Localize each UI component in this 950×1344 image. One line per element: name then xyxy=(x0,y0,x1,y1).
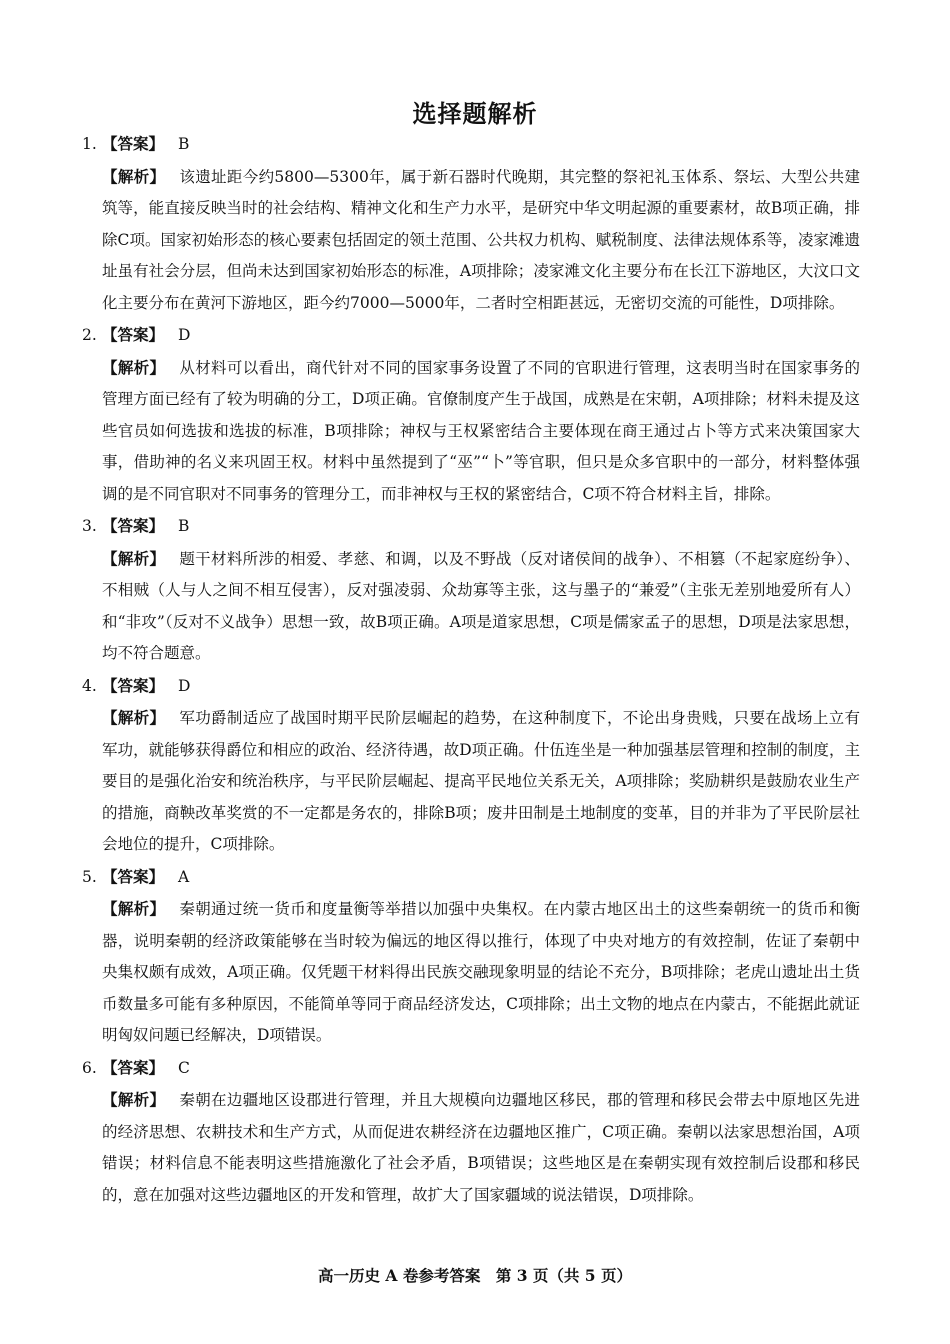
answer-line xyxy=(82,510,860,543)
analysis-text: 秦朝在边疆地区设郡进行管理，并且大规模向边疆地区移民，郡的管理和移民会带去中原地区先进的经济思想、农耕技术和生产方式，从而促进农耕经济在边疆地区推广，C项正确。秦朝以法家思想治国，A项错误；材料信息不能表明这些措施激化了社会矛盾，B项错误；这些地区是在秦朝实现有效控制后设郡和移民的，意在加强对这些边疆地区的开发和管理，故扩大了国家疆域的说法错误，D项排除。 xyxy=(102,1091,860,1204)
analysis-label: 【解析】 xyxy=(102,357,166,377)
answer-label: 【答案】 xyxy=(102,866,165,886)
question-4 xyxy=(82,670,860,861)
answer-list xyxy=(82,128,860,1211)
analysis-text: 从材料可以看出，商代针对不同的国家事务设置了不同的官职进行管理，这表明当时在国家事务的管理方面已经有了较为明确的分工，D项正确。官僚制度产生于战国，成熟是在宋朝，A项排除；材料未提及这些官员如何选拔和选拔的标准，B项排除；神权与王权紧密结合主要体现在商王通过占卜等方式来决策国家大事，借助神的名义来巩固王权。材料中虽然提到了“巫”“卜”等官职，但只是众多官职中的一部分，材料整体强调的是不同官职对不同事务的管理分工，而非神权与王权的紧密结合，C项不符合材料主旨，排除。 xyxy=(102,358,860,503)
answer-label: 【答案】 xyxy=(102,516,165,535)
analysis-text: 题干材料所涉的相爱、孝慈、和调，以及不野战（反对诸侯间的战争）、不相篡（不起家庭纷争）、不相贼（人与人之间不相互侵害），反对强凌弱、众劫寡等主张，这与墨子的“兼爱”（主张无差别地爱所有人）和“非攻”（反对不义战争）思想一致，故B项正确。A项是道家思想，C项是儒家孟子的思想，D项是法家思想，均不符合题意。 xyxy=(102,549,860,662)
question-5 xyxy=(82,861,860,1052)
analysis-label: 【解析】 xyxy=(102,1090,166,1109)
analysis-paragraph xyxy=(102,702,860,861)
page-footer: 高一历史 A 卷参考答案 第 3 页（共 5 页） xyxy=(318,1266,632,1285)
answer-value: A xyxy=(178,867,190,886)
analysis-paragraph xyxy=(102,161,860,320)
answer-value: D xyxy=(178,676,191,695)
answer-line xyxy=(82,861,860,894)
answer-value: B xyxy=(178,517,190,535)
analysis-label: 【解析】 xyxy=(102,899,166,918)
question-number: 6. xyxy=(82,1058,97,1077)
analysis-paragraph xyxy=(102,352,860,511)
answer-value: B xyxy=(178,135,190,153)
answer-label: 【答案】 xyxy=(102,1057,165,1077)
answer-value: C xyxy=(178,1058,190,1077)
analysis-paragraph xyxy=(102,543,860,670)
answer-line xyxy=(82,670,860,703)
question-2 xyxy=(82,319,860,510)
analysis-text: 军功爵制适应了战国时期平民阶层崛起的趋势，在这种制度下，不论出身贵贱，只要在战场上立有军功，就能够获得爵位和相应的政治、经济待遇，故D项正确。什伍连坐是一种加强基层管理和控制的制度，主要目的是强化治安和统治秩序，与平民阶层崛起、提高平民地位关系无关，A项排除；奖励耕织是鼓励农业生产的措施，商鞅改革奖赏的不一定都是务农的，排除B项；废井田制是土地制度的变革，目的并非为了平民阶层社会地位的提升，C项排除。 xyxy=(102,709,860,853)
question-number: 2. xyxy=(82,326,97,344)
answer-line xyxy=(82,319,860,352)
question-6 xyxy=(82,1052,860,1212)
answer-label: 【答案】 xyxy=(102,134,165,153)
analysis-label: 【解析】 xyxy=(102,548,166,568)
question-number: 1. xyxy=(82,135,97,153)
question-number: 3. xyxy=(82,517,97,535)
page-title: 选择题解析 xyxy=(412,99,538,128)
question-1 xyxy=(82,128,860,319)
analysis-text: 该遗址距今约5800—5300年，属于新石器时代晚期，其完整的祭祀礼玉体系、祭坛、大型公共建筑等，能直接反映当时的社会结构、精神文化和生产力水平，是研究中华文明起源的重要素材，故B项正确，排除C项。国家初始形态的核心要素包括固定的领土范围、公共权力机构、赋税制度、法律法规体系等，凌家滩遗址虽有社会分层，但尚未达到国家初始形态的标准，A项排除；凌家滩文化主要分布在长江下游地区，大汶口文化主要分布在黄河下游地区，距今约7000—5000年，二者时空相距甚远，无密切交流的可能性，D项排除。 xyxy=(102,167,860,312)
question-number: 5. xyxy=(82,867,97,886)
analysis-label: 【解析】 xyxy=(102,708,166,727)
answer-label: 【答案】 xyxy=(102,325,165,344)
analysis-paragraph xyxy=(102,893,860,1052)
question-number: 4. xyxy=(82,676,97,695)
analysis-text: 秦朝通过统一货币和度量衡等举措以加强中央集权。在内蒙古地区出土的这些秦朝统一的货币和衡器，说明秦朝的经济政策能够在当时较为偏远的地区得以推行，体现了中央对地方的有效控制，佐证了秦朝中央集权颇有成效，A项正确。仅凭题干材料得出民族交融现象明显的结论不充分，B项排除；老虎山遗址出土货币数量多可能有多种原因，不能简单等同于商品经济发达，C项排除；出土文物的地点在内蒙古，不能据此就证明匈奴问题已经解决，D项错误。 xyxy=(102,900,860,1044)
analysis-label: 【解析】 xyxy=(102,166,166,186)
answer-line xyxy=(82,128,860,161)
answer-line xyxy=(82,1052,860,1085)
analysis-paragraph xyxy=(102,1084,860,1211)
question-3 xyxy=(82,510,860,670)
answer-label: 【答案】 xyxy=(102,675,165,695)
answer-value: D xyxy=(178,326,191,344)
